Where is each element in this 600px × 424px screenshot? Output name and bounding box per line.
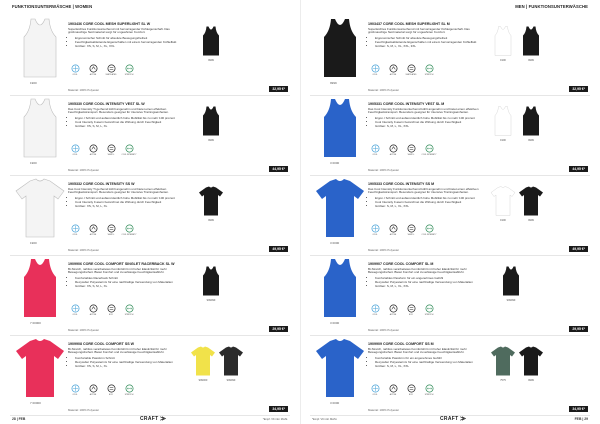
product-title: 1905330 CORE COOL INTENSITY VEST SL W — [68, 102, 145, 106]
price-tag: 32,95 €* — [569, 86, 588, 92]
variant-code: 9999 — [208, 139, 214, 142]
color-variant-thumbnail[interactable] — [498, 264, 524, 302]
icon-label: ACTIVE — [89, 73, 97, 76]
active-icon — [386, 304, 400, 318]
product-image[interactable] — [314, 97, 366, 159]
color-variant-thumbnail[interactable] — [490, 344, 516, 382]
ventilated-icon — [104, 64, 118, 78]
page-header: FUNKTIONSUNTERWÄSCHE | WOMEN — [12, 4, 93, 9]
feature-item: • Größen: XS, S, M, L, XL — [75, 125, 186, 129]
ventilated-icon — [104, 384, 118, 398]
product-title: 1905332 CORE COOL INTENSITY SS W — [68, 182, 135, 186]
ventilated-icon — [104, 224, 118, 238]
feature-item: • Recycelter Polyestermix für eine nachhaltige Verwendung von Materialien — [75, 281, 186, 285]
price-tag: 44,95 €* — [269, 166, 288, 172]
color-variant-thumbnail[interactable] — [218, 344, 244, 382]
variant-code: 9999 — [208, 219, 214, 222]
stretch-icon — [122, 144, 136, 158]
product-card[interactable] — [0, 94, 300, 176]
material-note: Material: 100% Polyester — [368, 248, 400, 252]
feature-icons — [68, 224, 136, 238]
color-variant-thumbnail[interactable] — [490, 24, 516, 62]
ventilated-icon — [404, 384, 418, 398]
feature-item: • Größen: XS, S, M, L, XL — [75, 205, 186, 209]
page-number: 28 | FEB — [12, 417, 26, 421]
active-icon — [86, 144, 100, 158]
feature-icons — [68, 384, 136, 398]
product-info — [368, 22, 486, 48]
color-variants — [198, 24, 224, 62]
feature-icons — [368, 64, 436, 78]
product-info — [68, 342, 186, 368]
color-variant-thumbnail[interactable] — [490, 184, 516, 222]
icon-label: COOL INTENSITY — [421, 153, 437, 156]
color-variant-thumbnail[interactable] — [198, 24, 224, 62]
material-note: Material: 100% Polyester — [68, 88, 100, 92]
feature-item: • Cool Intensity F.asern bezeichnet die Wirkung durch Feuchtigkeit — [75, 121, 186, 125]
product-info — [368, 342, 486, 368]
product-card[interactable] — [0, 254, 300, 336]
product-description: Das Cool Intensity Tr.gerhemd kühlt angenehm und bietet einen effektiven Feuchtigkeitstransport. Besonders geeignet für intensive Trainingseinheiten. — [68, 106, 169, 115]
color-variant-thumbnail[interactable] — [518, 184, 544, 222]
icon-label: COOL — [372, 313, 378, 316]
color-variants — [190, 344, 244, 382]
variant-code: 9999 — [528, 379, 534, 382]
icon-label: VENTILATED — [405, 73, 417, 76]
color-code: 7 00000 — [30, 401, 41, 405]
color-variant-thumbnail[interactable] — [518, 104, 544, 142]
color-variants — [490, 24, 544, 62]
icon-label: ACTIVE — [389, 233, 397, 236]
product-info — [68, 102, 186, 128]
icon-label: COOL — [372, 393, 378, 396]
price-tag: 29,95 €* — [269, 326, 288, 332]
icon-label: VENTIL. — [407, 233, 415, 236]
feature-list — [68, 357, 186, 368]
icon-label: ECO — [109, 313, 113, 316]
feature-item: • Größen: S, M, L, XL, XXL — [375, 205, 486, 209]
feature-item: • Cool Intensity F.asern bezeichnet die Wirkung durch Feuchtigkeit — [75, 201, 186, 205]
material-note: Material: 100% Polyester — [368, 328, 400, 332]
feature-item: • Größen: XS, S, M, L, XL — [75, 365, 186, 369]
icon-label: ECO — [109, 393, 113, 396]
feature-icons — [68, 64, 136, 78]
icon-label: VENTIL. — [107, 153, 115, 156]
feature-item: • Recycelter Polyestermix für eine nachhaltige Verwendung von Materialien — [375, 281, 486, 285]
product-image[interactable] — [314, 177, 366, 239]
product-title: 1903436 CORE COOL MESH SUPERLIGHT SL W — [68, 22, 151, 26]
cool-icon — [68, 304, 82, 318]
brand-logo: CRAFT ⨠ — [440, 416, 467, 422]
product-title: 1903437 CORE COOL MESH SUPERLIGHT SL M — [368, 22, 450, 26]
active-icon — [86, 384, 100, 398]
color-variants — [198, 104, 224, 142]
ventilated-icon — [404, 224, 418, 238]
variant-code: 9999 — [528, 219, 534, 222]
material-note: Material: 100% Polyester — [368, 88, 400, 92]
cool-icon — [68, 144, 82, 158]
price-footnote: *Empf. VK inkl. MwSt. — [312, 418, 338, 421]
price-footnote: *Empf. VK inkl. MwSt. — [262, 418, 288, 421]
color-variant-thumbnail[interactable] — [198, 264, 224, 302]
product-description: Superleichtes Funktionsunterhemd mit hervorragender Kühleigenschaft. Das großmaschige Netzmaterial sorgt für ungeahnten Komfort. — [368, 26, 470, 35]
stretch-icon — [422, 384, 436, 398]
active-icon — [86, 304, 100, 318]
stretch-icon — [122, 64, 136, 78]
material-note: Material: 100% Polyester — [368, 168, 400, 172]
color-code: 3 0000 — [330, 401, 340, 405]
feature-list — [68, 277, 186, 288]
variant-code: 999999 — [506, 299, 516, 302]
cool-icon — [68, 64, 82, 78]
material-note: Material: 100% Polyester — [68, 408, 100, 412]
variant-code: 1900 — [500, 219, 506, 222]
product-description: Bi-Stretch, nahtlos verarbeitetes Komfortshirt mit hoher Elastizität für mehr Bewegungsfreiheit. Bietet Komfort und zuverlässige Feuchtigkeitsabfuhr. — [368, 346, 467, 355]
product-info — [368, 182, 486, 208]
ventilated-icon — [404, 64, 418, 78]
price-tag: 34,95 €* — [269, 406, 288, 412]
product-info — [368, 102, 486, 128]
feature-item: • Ergonomischer Schnitt für absolute Bewegungsfreiheit — [75, 37, 186, 41]
icon-label: ACTIVE — [389, 73, 397, 76]
icon-label: COOL — [372, 73, 378, 76]
feature-list — [68, 117, 186, 128]
icon-label: ACTIVE — [89, 313, 97, 316]
product-image[interactable] — [14, 97, 66, 159]
variant-code: 9999 — [208, 59, 214, 62]
feature-item: • Komfortable Passform Schnitt — [75, 357, 186, 361]
variant-code: 999000 — [198, 379, 208, 382]
feature-icons — [368, 144, 436, 158]
feature-item: • Größen: XS, S, M, L, XL, XXL — [75, 45, 186, 49]
product-image[interactable] — [14, 177, 66, 239]
feature-list — [68, 37, 186, 48]
variant-code: 999999 — [206, 299, 216, 302]
cool-icon — [368, 224, 382, 238]
active-icon — [386, 384, 400, 398]
active-icon — [86, 64, 100, 78]
price-tag: 49,95 €* — [269, 246, 288, 252]
active-icon — [386, 144, 400, 158]
product-description: Das Cool Intensity Funktionsunterhemd kühlt angenehm und bietet einen effektiven Feuchtigkeitstransport. Besonders geeignet für intensive Trainingseinheiten. — [368, 106, 479, 115]
icon-label: ACTIVE — [389, 313, 397, 316]
icon-label: VENTIL. — [407, 153, 415, 156]
product-title: 1909908 CORE COOL COMFORT SS W — [68, 342, 135, 346]
ventilated-icon — [404, 304, 418, 318]
color-code: 1900 — [30, 161, 37, 165]
feature-item: • Größen: S, M, L, XL, XXL — [375, 285, 486, 289]
color-variant-thumbnail[interactable] — [198, 184, 224, 222]
icon-label: COOL — [72, 313, 78, 316]
product-description: Bi-Stretch, nahtlos verarbeitetes Komfortshirt mit hoher Elastizität für mehr Bewegungsfreiheit. Bietet Komfort und zuverlässige Feuchtigkeitsabfuhr. — [68, 266, 167, 275]
page-number: FEB | 29 — [574, 417, 588, 421]
feature-item: • Feuchtigkeitsableitende Eigenschaften mit einem hervorragenden Kühleffekt — [75, 41, 186, 45]
color-code: 3 0000 — [330, 161, 340, 165]
color-variants — [198, 264, 224, 302]
feature-list — [368, 357, 486, 368]
color-code: 1900 — [30, 81, 37, 85]
icon-label: VENTIL. — [107, 233, 115, 236]
icon-label: ACTIVE — [389, 153, 397, 156]
icon-label: COOL INTENSITY — [421, 233, 437, 236]
feature-icons — [68, 144, 136, 158]
color-variants — [498, 264, 524, 302]
product-description: Bi-Stretch, nahtlos verarbeitetes Komfortshirt mit hoher Elastizität für mehr Bewegungsfreiheit. Bietet Komfort und zuverlässige Feuchtigkeitsabfuhr. — [368, 266, 467, 275]
feature-list — [68, 197, 186, 208]
material-note: Material: 100% Polyester — [68, 168, 100, 172]
product-title: 1909909 CORE COOL COMFORT SS M — [368, 342, 434, 346]
icon-label: ACTIVE — [89, 153, 97, 156]
feature-item: • Größen: S, M, L, XL, XXL — [375, 365, 486, 369]
feature-item: • Größen: S, M, L, XL, XXL, 3XL — [375, 45, 486, 49]
product-description: Das Cool Intensity Funktionsunterhemd kühlt angenehm und bietet einen effektiven Feuchtigkeitstransport. Besonders geeignet für intensive Trainingseinheiten. — [368, 186, 479, 195]
feature-list — [368, 117, 486, 128]
icon-label: COOL — [72, 153, 78, 156]
icon-label: STRETCH — [124, 73, 134, 76]
feature-icons — [368, 224, 436, 238]
icon-label: STRETCH — [124, 393, 134, 396]
cool-icon — [368, 304, 382, 318]
price-tag: 34,95 €* — [569, 406, 588, 412]
icon-label: COOL INTENSITY — [121, 233, 137, 236]
product-description: Das Cool Intensity Tr.gerhemd kühlt angenehm und bietet einen effektiven Feuchtigkeitstransport. Besonders geeignet für intensive Trainingseinheiten. — [68, 186, 169, 195]
feature-item: • Recycelter Polyestermix für eine nachhaltige Verwendung von Materialien — [375, 361, 486, 365]
feature-item: • Cool Intensity F.asern bezeichnet die Wirkung durch Feuchtigkeit — [375, 201, 486, 205]
product-info — [68, 182, 186, 208]
cool-icon — [68, 224, 82, 238]
icon-label: VENTILATED — [105, 73, 117, 76]
icon-label: COOL — [372, 233, 378, 236]
product-image[interactable] — [14, 337, 66, 399]
variant-code: 999999 — [226, 379, 236, 382]
product-image[interactable] — [14, 17, 66, 79]
product-card[interactable] — [300, 14, 600, 96]
product-card[interactable] — [300, 334, 600, 416]
stretch-icon — [122, 384, 136, 398]
icon-label: ECO — [409, 393, 413, 396]
icon-label: COOL — [72, 73, 78, 76]
feature-item: • Cool Intensity F.asern bezeichnet die Wirkung durch Feuchtigkeit — [375, 121, 486, 125]
color-variants — [490, 104, 544, 142]
color-variant-thumbnail[interactable] — [518, 344, 544, 382]
material-note: Material: 100% Polyester — [68, 248, 100, 252]
product-card[interactable] — [0, 174, 300, 256]
stretch-icon — [422, 304, 436, 318]
feature-item: • Ergon.r Schnitt und außerordentlich hohe Mobilität bis zu mehr 100 prozent — [375, 197, 486, 201]
cool-icon — [368, 64, 382, 78]
ventilated-icon — [104, 304, 118, 318]
variant-code: 9999 — [528, 139, 534, 142]
stretch-icon — [122, 224, 136, 238]
cool-icon — [368, 384, 382, 398]
color-variant-thumbnail[interactable] — [198, 104, 224, 142]
variant-code: 9999 — [528, 59, 534, 62]
feature-icons — [68, 304, 136, 318]
feature-item: • Komfortables Racerback Schnitt — [75, 277, 186, 281]
product-image[interactable] — [314, 257, 366, 319]
feature-item: • Größen: S, M, L, XL, XXL — [375, 125, 486, 129]
variant-code: 1900 — [500, 59, 506, 62]
product-description: Superleichtes Funktionsunterhemd mit hervorragender Kühleigenschaft. Das großmaschige Netzmaterial sorgt für ungeahnten Komfort. — [68, 26, 170, 35]
stretch-icon — [422, 224, 436, 238]
product-card[interactable] — [0, 334, 300, 416]
color-variant-thumbnail[interactable] — [190, 344, 216, 382]
product-title: 1905333 CORE COOL INTENSITY SS M — [368, 182, 435, 186]
feature-item: • Ergon.r Schnitt und außerordentlich hohe Mobilität bis zu mehr 100 prozent — [75, 197, 186, 201]
product-info — [68, 22, 186, 48]
product-image[interactable] — [14, 257, 66, 319]
feature-list — [368, 37, 486, 48]
stretch-icon — [422, 144, 436, 158]
color-variants — [490, 344, 544, 382]
price-tag: 29,95 €* — [569, 326, 588, 332]
feature-item: • Größen: XS, S, M, L, XL — [75, 285, 186, 289]
feature-item: • Komfortables Passform für ein angenehmes Gefühl — [375, 277, 486, 281]
price-tag: 32,95 €* — [269, 86, 288, 92]
feature-item: • Ergonomischer Schnitt für absolute Bewegungsfreiheit — [375, 37, 486, 41]
color-code: 3 0000 — [330, 241, 340, 245]
product-description: Bi-Stretch, nahtlos verarbeitetes Komfortshirt mit hoher Elastizität für mehr Bewegungsfreiheit. Bietet Komfort und zuverlässige Feuchtigkeitsabfuhr. — [68, 346, 167, 355]
feature-icons — [368, 384, 436, 398]
feature-list — [368, 197, 486, 208]
feature-icons — [368, 304, 436, 318]
color-code: 3 0000 — [330, 321, 340, 325]
feature-item: • Feuchtigkeitsableitende Eigenschaften mit einem hervorragenden Kühleffekt — [375, 41, 486, 45]
material-note: Material: 100% Polyester — [68, 328, 100, 332]
ventilated-icon — [104, 144, 118, 158]
feature-item: • Komfortable Passform für ein angenehmes Gefühl — [375, 357, 486, 361]
right-catalog-page — [300, 0, 600, 424]
icon-label: ACTIVE — [89, 233, 97, 236]
product-card[interactable] — [300, 254, 600, 336]
product-card[interactable] — [300, 94, 600, 176]
material-note: Material: 100% Polyester — [368, 408, 400, 412]
color-variants — [490, 184, 544, 222]
price-tag: 44,95 €* — [569, 166, 588, 172]
icon-label: ECO — [409, 313, 413, 316]
brand-logo: CRAFT ⨠ — [140, 416, 167, 422]
icon-label: STRETCH — [124, 313, 134, 316]
variant-code: 7575 — [500, 379, 506, 382]
product-title: 1909906 CORE COOL COMFORT SINGLET RACERBACK SL W — [68, 262, 175, 266]
icon-label: COOL INTENSITY — [121, 153, 137, 156]
color-variants — [198, 184, 224, 222]
product-info — [368, 262, 486, 288]
product-card[interactable] — [0, 14, 300, 96]
icon-label: COOL — [72, 393, 78, 396]
active-icon — [386, 64, 400, 78]
icon-label: STRETCH — [424, 393, 434, 396]
icon-label: ACTIVE — [89, 393, 97, 396]
color-code: 1900 — [30, 241, 37, 245]
color-code: 7 00000 — [30, 321, 41, 325]
icon-label: ACTIVE — [389, 393, 397, 396]
feature-item: • Ergon.r Schnitt und außerordentlich hohe Mobilität bis zu mehr 100 prozent — [375, 117, 486, 121]
icon-label: STRETCH — [424, 313, 434, 316]
product-info — [68, 262, 186, 288]
page-header: MEN | FUNKTIONSUNTERWÄSCHE — [515, 4, 588, 9]
stretch-icon — [422, 64, 436, 78]
active-icon — [386, 224, 400, 238]
color-code: 9999 — [330, 81, 337, 85]
icon-label: COOL — [72, 233, 78, 236]
cool-icon — [368, 144, 382, 158]
color-variant-thumbnail[interactable] — [490, 104, 516, 142]
feature-item: • Ergon.r Schnitt und außerordentlich hohe Mobilität bis zu mehr 100 prozent — [75, 117, 186, 121]
product-image[interactable] — [314, 337, 366, 399]
product-title: 1909907 CORE COOL COMFORT SL M — [368, 262, 434, 266]
product-card[interactable] — [300, 174, 600, 256]
stretch-icon — [122, 304, 136, 318]
active-icon — [86, 224, 100, 238]
ventilated-icon — [404, 144, 418, 158]
variant-code: 1900 — [500, 139, 506, 142]
product-image[interactable] — [314, 17, 366, 79]
icon-label: STRETCH — [424, 73, 434, 76]
icon-label: COOL — [372, 153, 378, 156]
cool-icon — [68, 384, 82, 398]
feature-item: • Recycelter Polyestermix für eine nachhaltige Verwendung von Materialien — [75, 361, 186, 365]
feature-list — [368, 277, 486, 288]
color-variant-thumbnail[interactable] — [518, 24, 544, 62]
product-title: 1905331 CORE COOL INTENSITY VEST SL M — [368, 102, 445, 106]
price-tag: 49,95 €* — [569, 246, 588, 252]
